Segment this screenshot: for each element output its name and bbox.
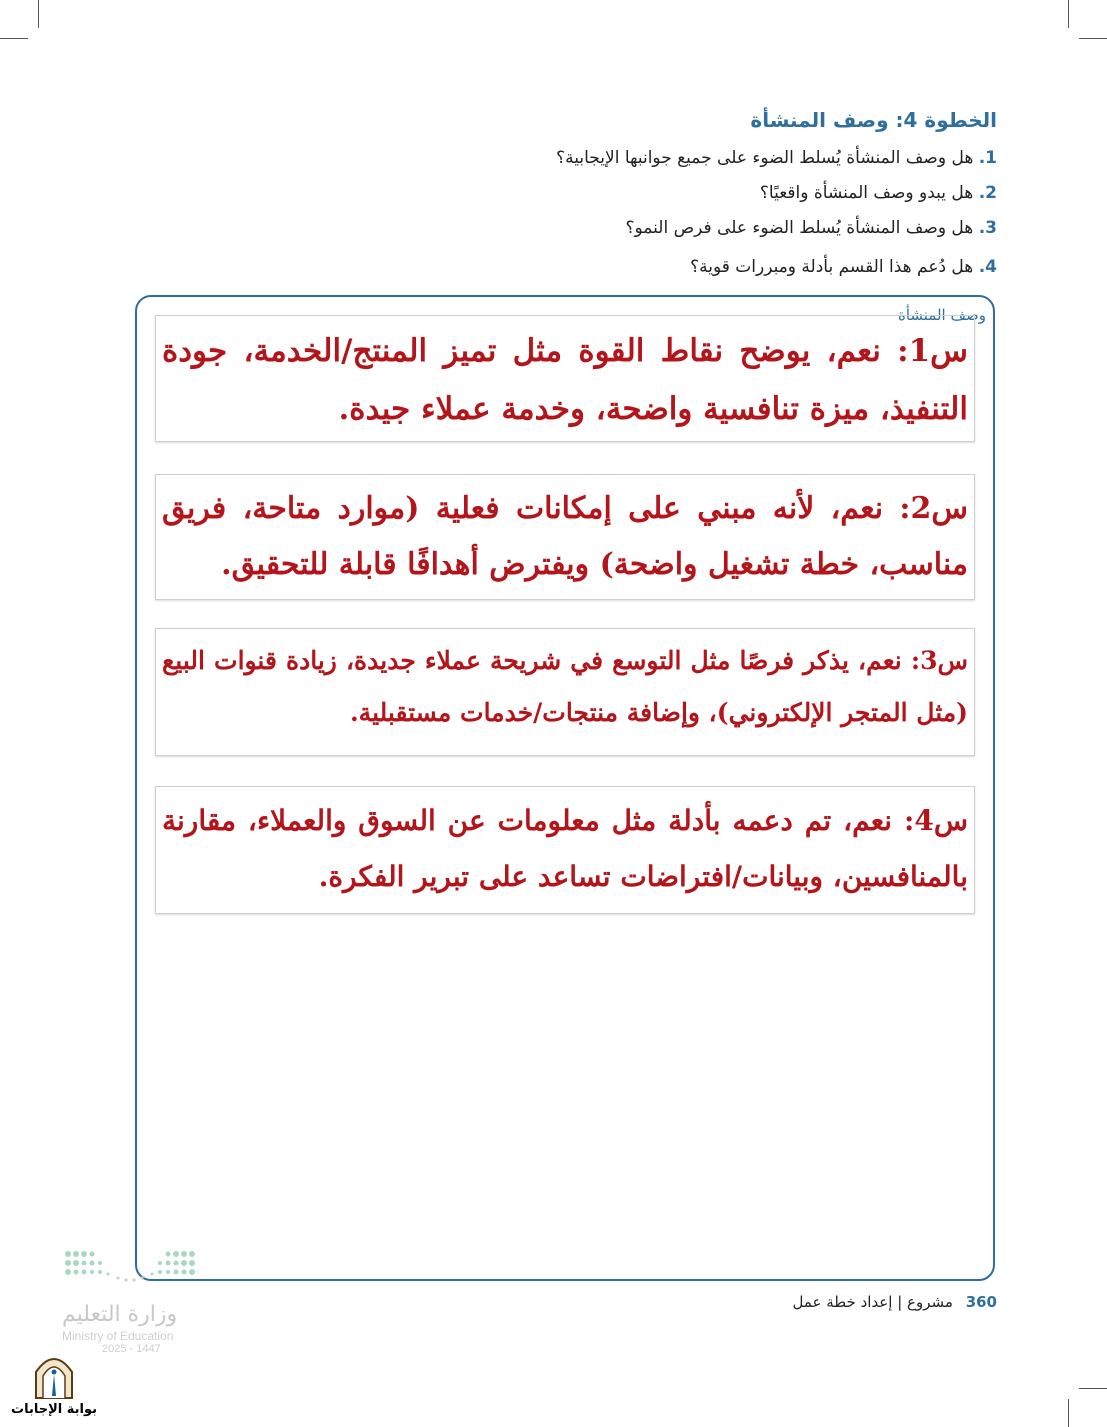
page-number: 360: [965, 1293, 997, 1311]
ministry-name-ar: وزارة التعليم: [62, 1302, 178, 1327]
answer-prefix: س3:: [910, 646, 968, 675]
answer-text: نعم، لأنه مبني على إمكانات فعلية (موارد متاحة، فريق مناسب، خطة تشغيل واضحة) ويفترض أهدافًا قابلة للتحقيق.: [162, 491, 968, 582]
question-1: [556, 148, 997, 168]
question-number: 4.: [978, 257, 997, 277]
question-text: هل يبدو وصف المنشأة واقعيًا؟: [759, 183, 974, 203]
answer-text: نعم، تم دعمه بأدلة مثل معلومات عن السوق والعملاء، مقارنة بالمنافسين، وبيانات/افتراضات تساعد على تبرير الفكرة.: [162, 804, 968, 893]
answer-prefix: س4:: [903, 804, 968, 837]
step-heading: الخطوة 4: وصف المنشأة: [750, 108, 997, 132]
crop-mark: [1068, 1399, 1069, 1427]
mosque-arch-icon: [32, 1352, 76, 1400]
crop-mark: [1079, 1388, 1107, 1389]
answer-text: نعم، يوضح نقاط القوة مثل تميز المنتج/الخدمة، جودة التنفيذ، ميزة تنافسية واضحة، وخدمة عملاء جيدة.: [162, 333, 968, 427]
question-3: [626, 218, 998, 238]
crop-mark: [0, 38, 28, 39]
answer-text: نعم، يذكر فرصًا مثل التوسع في شريحة عملاء جديدة، زيادة قنوات البيع (مثل المتجر الإلكتروني)، وإضافة منتجات/خدمات مستقبلية.: [162, 646, 968, 727]
footer-label: مشروع | إعداد خطة عمل: [792, 1293, 953, 1311]
crop-mark: [38, 0, 39, 28]
question-text: هل وصف المنشأة يُسلط الضوء على جميع جوانبها الإيجابية؟: [556, 148, 974, 168]
crop-mark: [1079, 38, 1107, 39]
answers-portal-badge: [4, 1352, 104, 1417]
question-text: هل وصف المنشأة يُسلط الضوء على فرص النمو؟: [625, 218, 974, 238]
dots-emblem-icon: [62, 1248, 198, 1284]
question-number: 3.: [978, 218, 997, 238]
page-footer: [792, 1293, 997, 1311]
question-number: 1.: [978, 148, 997, 168]
question-2: [760, 183, 997, 203]
answer-3: [155, 628, 975, 756]
answer-prefix: س2:: [899, 491, 968, 526]
question-number: 2.: [978, 183, 997, 203]
badge-label: بوابة الإجابات: [11, 1402, 97, 1417]
answer-prefix: س1:: [897, 333, 968, 369]
answer-2: [155, 474, 975, 600]
question-4: [690, 257, 997, 277]
frame-label: وصف المنشأة: [897, 306, 986, 324]
answer-1: [155, 315, 975, 442]
question-text: هل دُعم هذا القسم بأدلة ومبررات قوية؟: [690, 257, 974, 277]
answer-4: [155, 786, 975, 914]
ministry-year: 2025 - 1447: [102, 1343, 161, 1355]
ministry-name-en: Ministry of Education: [62, 1329, 174, 1343]
ministry-logo: [62, 1248, 202, 1355]
crop-mark: [1068, 0, 1069, 28]
